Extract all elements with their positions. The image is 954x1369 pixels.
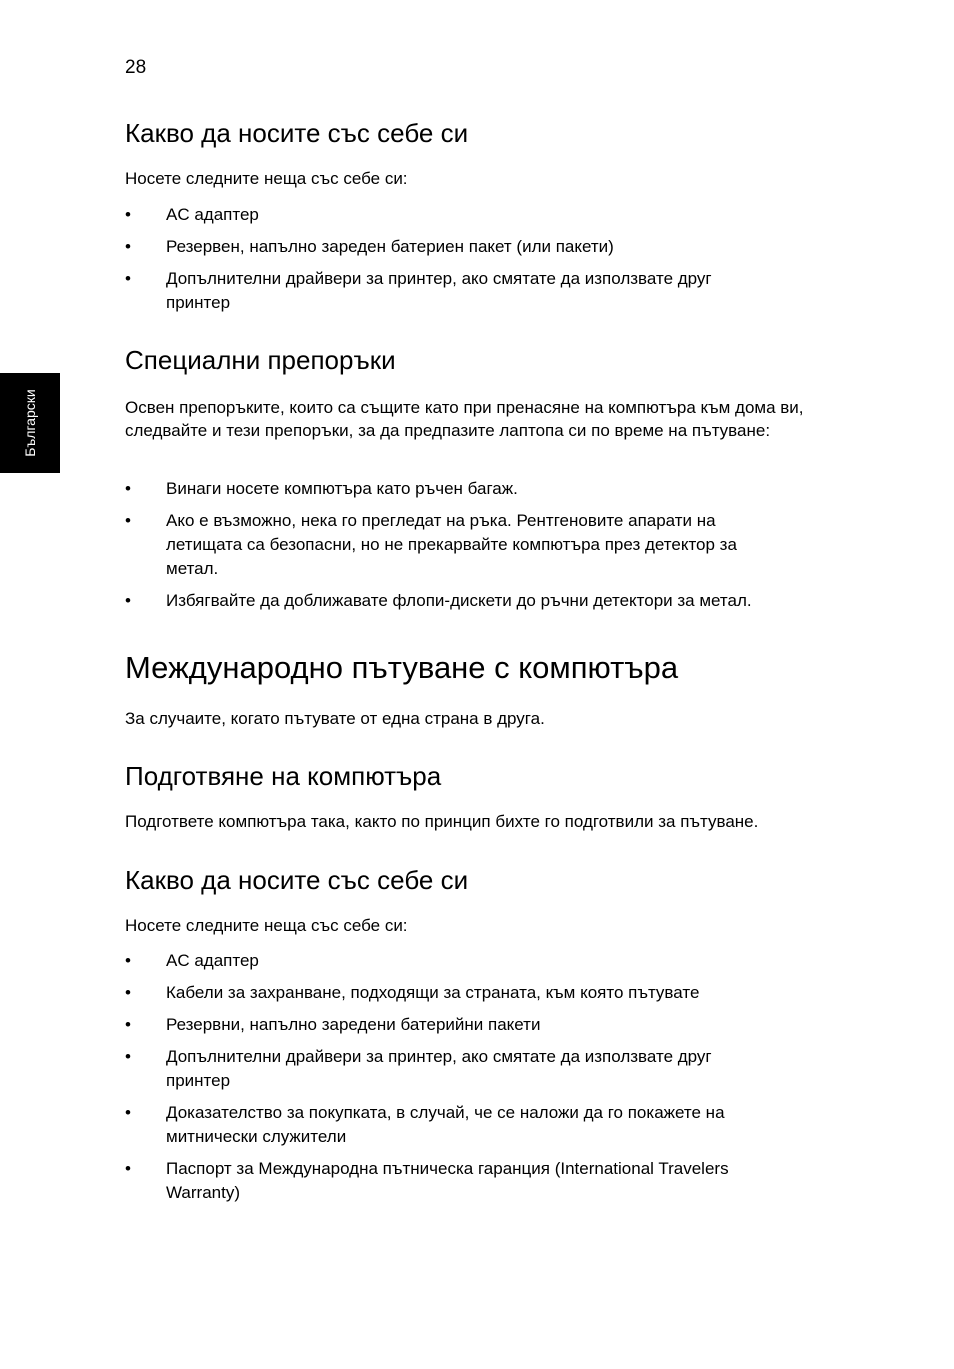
- list-item: [125, 203, 825, 227]
- list-item: [125, 1101, 786, 1149]
- list-item: [125, 1157, 786, 1205]
- list-item-text: Кабели за захранване, подходящи за страната, към която пътувате: [166, 983, 700, 1002]
- page-number: 28: [125, 57, 147, 78]
- section-intro: [125, 810, 825, 833]
- list-item-text: Паспорт за Международна пътническа гаранция (International Travelers Warranty): [166, 1159, 729, 1202]
- bullet-icon: •: [125, 1159, 131, 1178]
- section-what-to-bring: [125, 118, 825, 148]
- section-intro: [125, 167, 825, 190]
- section-what-to-bring-international: [125, 865, 825, 895]
- section-intro: [125, 707, 825, 730]
- list-item-text: AC адаптер: [166, 205, 259, 224]
- list-item: [125, 981, 825, 1005]
- section-preparing-computer: [125, 761, 825, 791]
- bullet-icon: •: [125, 511, 131, 530]
- list-item-text: Ако е възможно, нека го прегледат на ръка. Рентгеновите апарати на летищата са безопасни, но не прекарвайте компютъра през детектор за метал.: [166, 511, 737, 578]
- list-item-text: Допълнителни драйвери за принтер, ако смятате да използвате друг принтер: [166, 1047, 712, 1090]
- bullet-icon: •: [125, 479, 131, 498]
- list-item-text: Допълнителни драйвери за принтер, ако смятате да използвате друг принтер: [166, 269, 712, 312]
- bullet-icon: •: [125, 983, 131, 1002]
- paragraph: Подгответе компютъра така, както по принцип бихте го подготвили за пътуване.: [125, 812, 759, 831]
- section-intro: [125, 914, 825, 937]
- side-tab-label: Български: [22, 389, 38, 457]
- list-item-text: Доказателство за покупката, в случай, че се наложи да го покажете на митнически служители: [166, 1103, 725, 1146]
- list-item-text: Избягвайте да доближавате флопи-дискети до ръчни детектори за метал.: [166, 591, 752, 610]
- section-heading: Подготвяне на компютъра: [125, 761, 442, 791]
- list-item-text: Резервен, напълно зареден батериен пакет (или пакети): [166, 237, 614, 256]
- section-heading: Специални препоръки: [125, 345, 396, 375]
- section-special-recommendations: [125, 345, 825, 375]
- list-item-text: AC адаптер: [166, 951, 259, 970]
- bullet-icon: •: [125, 269, 131, 288]
- bullet-icon: •: [125, 237, 131, 256]
- list-item: [125, 267, 766, 315]
- list-item: [125, 509, 786, 581]
- bullet-icon: •: [125, 1015, 131, 1034]
- section-intro: [125, 396, 815, 442]
- list-item: [125, 949, 825, 973]
- bullet-icon: •: [125, 1103, 131, 1122]
- paragraph: Освен препоръките, които са същите като при пренасяне на компютъра към дома ви, следвайте и тези препоръки, за да предпазите лаптопа си по време на пътуване:: [125, 398, 804, 440]
- list-item: [125, 477, 825, 501]
- list-item: [125, 589, 825, 613]
- bullet-icon: •: [125, 205, 131, 224]
- paragraph: За случаите, когато пътувате от една страна в друга.: [125, 709, 545, 728]
- bullet-icon: •: [125, 1047, 131, 1066]
- list-item: [125, 1013, 825, 1037]
- bullet-list: [125, 949, 825, 1205]
- section-international-travel: [125, 650, 825, 686]
- list-item: [125, 1045, 766, 1093]
- paragraph: Носете следните неща със себе си:: [125, 169, 408, 188]
- bullet-icon: •: [125, 591, 131, 610]
- list-item-text: Резервни, напълно заредени батерийни пакети: [166, 1015, 541, 1034]
- chapter-heading: Международно пътуване с компютъра: [125, 650, 679, 685]
- list-item: [125, 235, 825, 259]
- bullet-list: [125, 203, 825, 315]
- bullet-icon: •: [125, 951, 131, 970]
- section-heading: Какво да носите със себе си: [125, 865, 469, 895]
- section-heading: Какво да носите със себе си: [125, 118, 469, 148]
- bullet-list: [125, 477, 825, 613]
- paragraph: Носете следните неща със себе си:: [125, 916, 408, 935]
- list-item-text: Винаги носете компютъра като ръчен багаж.: [166, 479, 518, 498]
- language-side-tab: [0, 373, 60, 473]
